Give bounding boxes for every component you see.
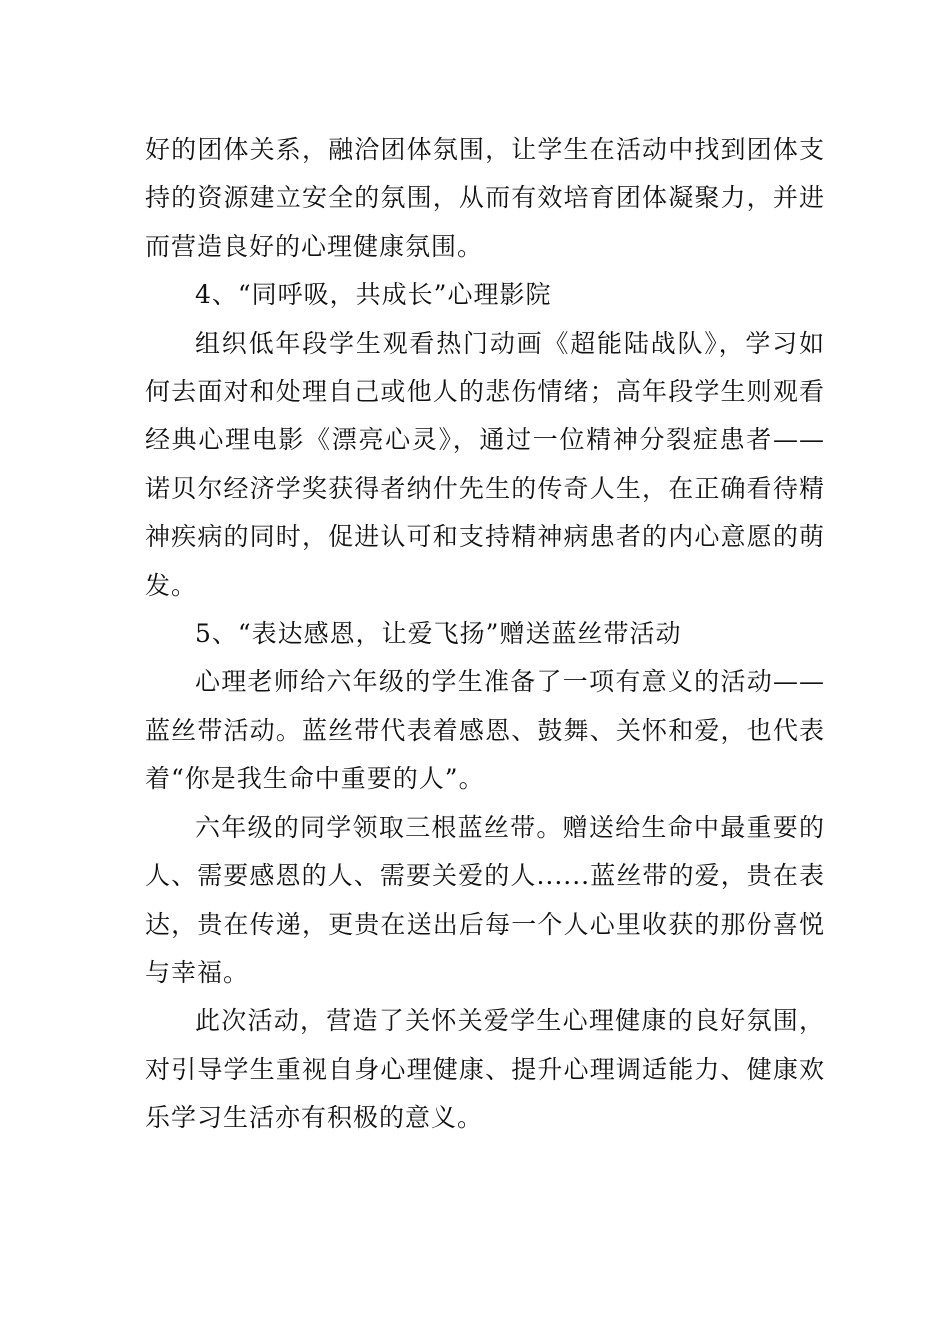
paragraph-continuation: 好的团体关系，融洽团体氛围，让学生在活动中找到团体支持的资源建立安全的氛围，从而有效培育团体凝聚力，并进而营造良好的心理健康氛围。 (145, 135, 825, 261)
section-heading-5: 5、“表达感恩，让爱飞扬”赠送蓝丝带活动 (195, 619, 682, 649)
paragraph-ribbon-intro: 心理老师给六年级的学生准备了一项有意义的活动——蓝丝带活动。蓝丝带代表着感恩、鼓舞、关怀和爱，也代表着“你是我生命中重要的人”。 (145, 667, 825, 794)
section-heading-4: 4、“同呼吸，共成长”心理影院 (195, 280, 552, 310)
document-body (145, 126, 825, 1143)
paragraph-cinema: 组织低年段学生观看热门动画《超能陆战队》，学习如何去面对和处理自己或他人的悲伤情绪；高年段学生则观看经典心理电影《漂亮心灵》，通过一位精神分裂症患者——诺贝尔经济学奖获得者纳什先生的传奇人生，在正确看待精神疾病的同时，促进认可和支持精神病患者的内心意愿的萌发。 (145, 328, 825, 600)
paragraph-ribbon-details: 六年级的同学领取三根蓝丝带。赠送给生命中最重要的人、需要感恩的人、需要关爱的人......蓝丝带的爱，贵在表达，贵在传递，更贵在送出后每一个人心里收获的那份喜悦与幸福。 (145, 812, 825, 987)
paragraph-conclusion: 此次活动，营造了关怀关爱学生心理健康的良好氛围，对引导学生重视自身心理健康、提升心理调适能力、健康欢乐学习生活亦有积极的意义。 (145, 1006, 825, 1133)
